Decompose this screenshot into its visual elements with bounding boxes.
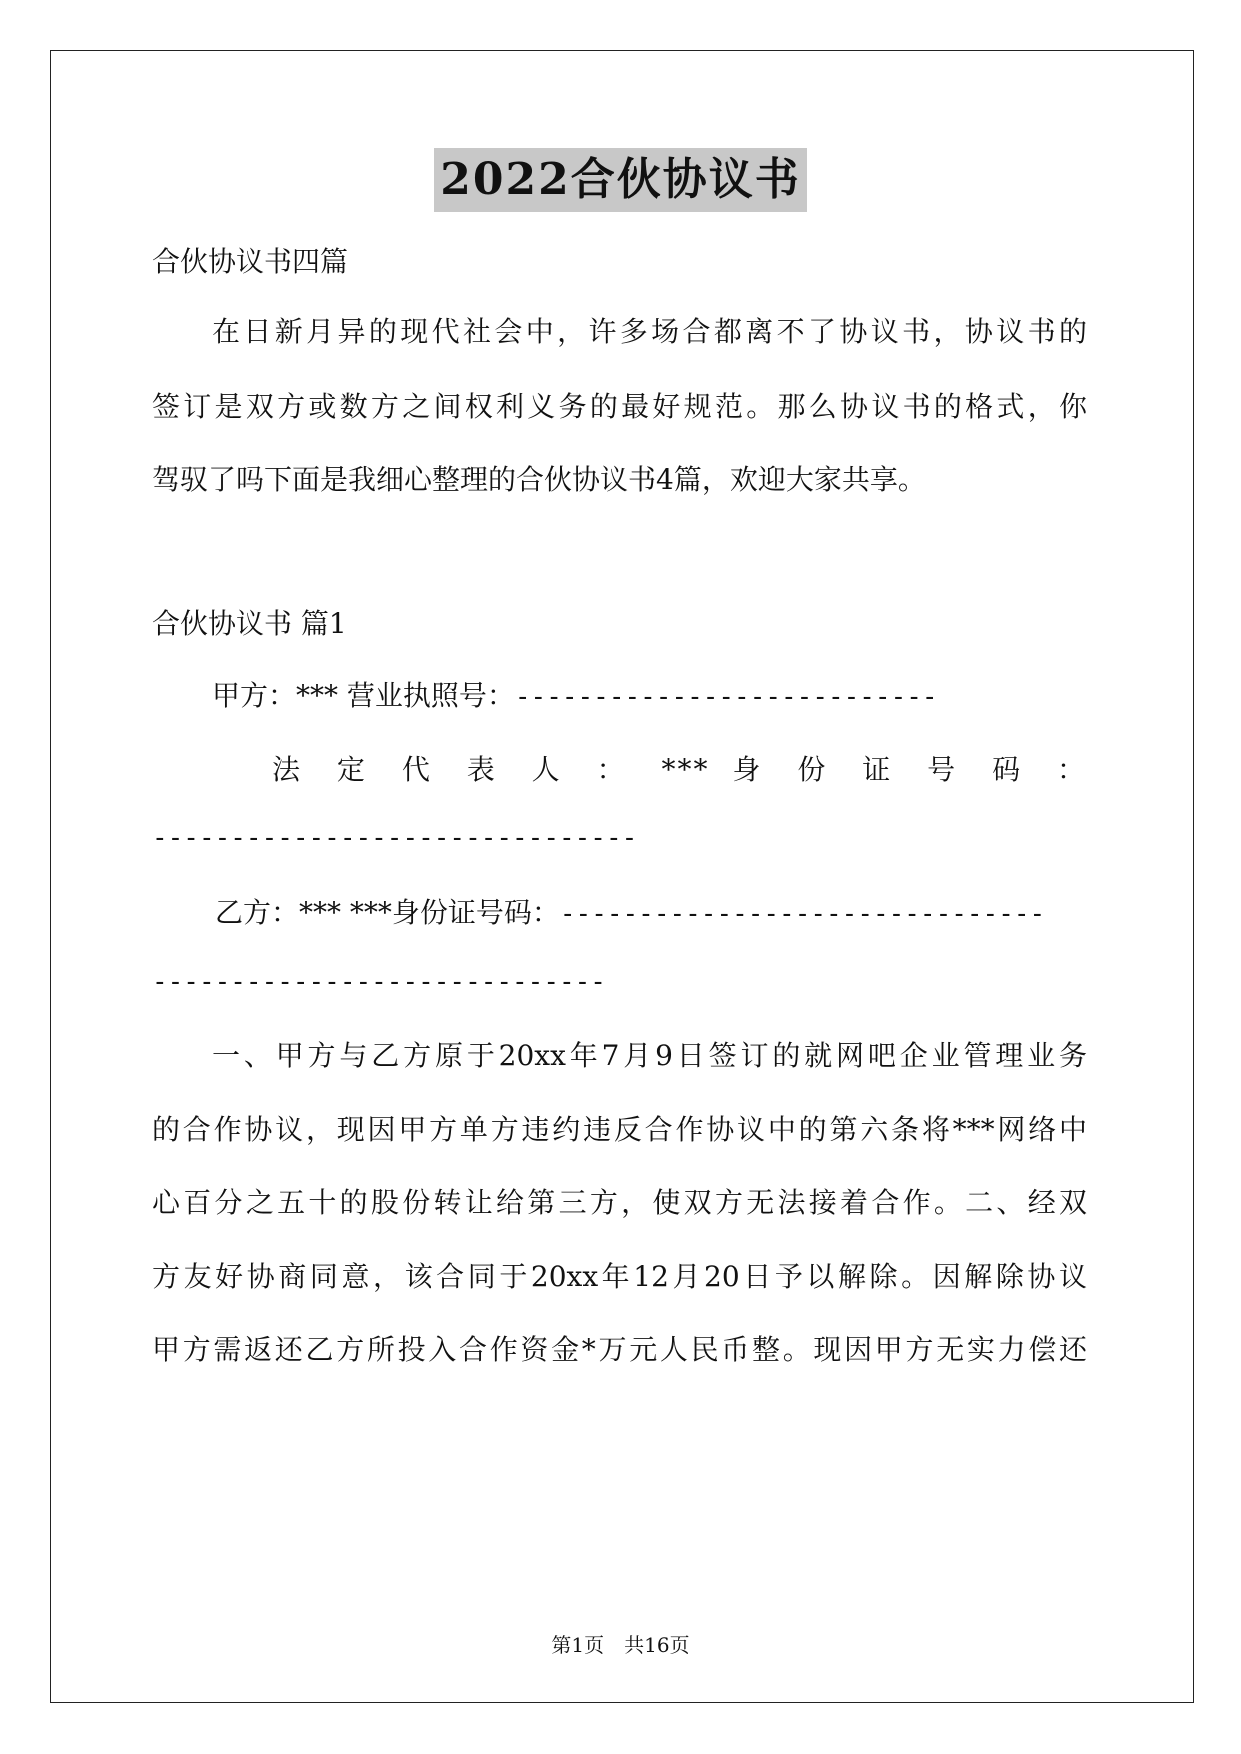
document-title: 2022合伙协议书 — [434, 148, 806, 212]
section-heading: 合伙协议书 篇1 — [152, 607, 347, 640]
page-border — [50, 50, 1194, 1703]
page-footer: 第1页 共16页 — [551, 1633, 690, 1657]
party-a-line — [212, 676, 938, 717]
body-line-1: 一、甲方与乙方原于20xx年7月9日签订的就网吧企业管理业务 — [212, 1039, 1087, 1072]
party-a-rep-id-blank: ------------------------------- — [152, 823, 638, 853]
party-b-id-blank: ------------------------------- — [559, 899, 1046, 929]
body-line-2: 的合作协议，现因甲方单方违约违反合作协议中的第六条将***网络中 — [152, 1113, 1087, 1146]
intro-line-1: 在日新月异的现代社会中，许多场合都离不了协议书，协议书的 — [212, 315, 1087, 348]
party-b-label: 乙方：*** ***身份证号码： — [215, 896, 560, 929]
body-line-4: 方友好协商同意，该合同于20xx年12月20日予以解除。因解除协议 — [152, 1260, 1087, 1293]
title-container — [0, 148, 1241, 212]
party-a-label: 甲方：*** 营业执照号： — [212, 679, 515, 712]
party-a-license-blank: --------------------------- — [514, 682, 938, 712]
subtitle: 合伙协议书四篇 — [152, 245, 349, 278]
party-b-line — [215, 893, 1045, 934]
intro-line-2: 签订是双方或数方之间权利义务的最好规范。那么协议书的格式，你 — [152, 390, 1087, 423]
party-a-rep-line: 法 定 代 表 人 ： *** 身 份 证 号 码 ： — [272, 753, 1087, 786]
body-line-5: 甲方需返还乙方所投入合作资金*万元人民币整。现因甲方无实力偿还 — [152, 1333, 1087, 1366]
intro-line-3: 驾驭了吗下面是我细心整理的合伙协议书4篇，欢迎大家共享。 — [152, 463, 926, 496]
body-line-3: 心百分之五十的股份转让给第三方，使双方无法接着合作。二、经双 — [152, 1186, 1087, 1219]
party-b-id-blank-continued: ----------------------------- — [152, 967, 606, 997]
